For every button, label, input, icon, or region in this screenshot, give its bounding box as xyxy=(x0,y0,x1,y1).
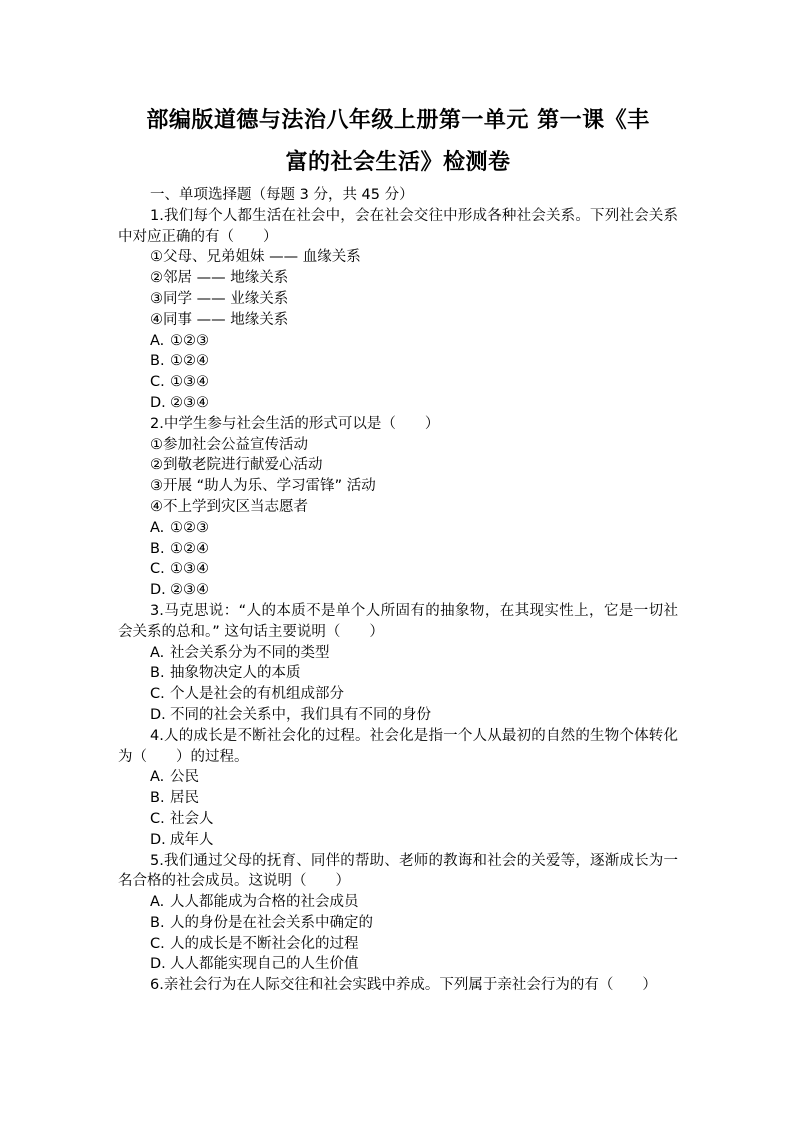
option-text: ②③④ xyxy=(170,582,209,599)
answer-option xyxy=(118,559,678,580)
answer-option xyxy=(118,331,678,352)
option-text: 人的身份是在社会关系中确定的 xyxy=(170,914,373,931)
answer-option xyxy=(118,580,678,601)
option-letter: D. xyxy=(150,394,166,411)
answer-option xyxy=(118,809,678,830)
answer-option xyxy=(118,372,678,393)
option-letter: D. xyxy=(150,582,166,599)
question-3 xyxy=(118,601,678,726)
option-text: 社会关系分为不同的类型 xyxy=(170,644,330,661)
answer-option xyxy=(118,539,678,560)
option-text: 个人是社会的有机组成部分 xyxy=(170,686,344,703)
option-text: 成年人 xyxy=(170,831,214,848)
question-1 xyxy=(118,206,678,414)
answer-option xyxy=(118,830,678,851)
option-letter: B. xyxy=(150,540,165,557)
question-6 xyxy=(118,975,678,996)
option-text: ①②④ xyxy=(170,353,209,370)
option-text: ①②③ xyxy=(170,519,209,536)
option-letter: A. xyxy=(150,894,165,911)
question-statement: ②到敬老院进行献爱心活动 xyxy=(150,457,323,474)
question-stem: 4.人的成长是不断社会化的过程。社会化是指一个人从最初的自然的生物个体转化为（ ）的过程。 xyxy=(118,727,678,765)
option-letter: A. xyxy=(150,519,165,536)
option-letter: C. xyxy=(150,935,165,952)
answer-option xyxy=(118,892,678,913)
answer-option xyxy=(118,705,678,726)
answer-option xyxy=(118,351,678,372)
option-letter: C. xyxy=(150,374,165,391)
option-text: 抽象物决定人的本质 xyxy=(170,665,301,682)
option-text: ①②④ xyxy=(170,540,209,557)
document-page xyxy=(118,100,678,996)
question-4 xyxy=(118,726,678,851)
answer-option xyxy=(118,518,678,539)
option-letter: C. xyxy=(150,686,165,703)
document-body xyxy=(118,185,678,996)
option-text: 人的成长是不断社会化的过程 xyxy=(170,935,359,952)
option-text: 人人都能成为合格的社会成员 xyxy=(170,894,359,911)
option-text: ①③④ xyxy=(170,561,209,578)
option-text: 人人都能实现自己的人生价值 xyxy=(170,956,359,973)
question-list xyxy=(118,206,678,996)
option-letter: B. xyxy=(150,353,165,370)
option-letter: D. xyxy=(150,956,166,973)
option-text: 居民 xyxy=(170,790,199,807)
answer-option xyxy=(118,393,678,414)
option-letter: A. xyxy=(150,332,165,349)
question-statement: ①参加社会公益宣传活动 xyxy=(150,436,308,453)
question-statement: ③同学 —— 业缘关系 xyxy=(150,290,289,307)
option-letter: B. xyxy=(150,790,165,807)
question-2 xyxy=(118,414,678,601)
question-stem: 2.中学生参与社会生活的形式可以是（ ） xyxy=(150,415,440,432)
question-statement: ④同事 —— 地缘关系 xyxy=(150,311,289,328)
question-statement: ①父母、兄弟姐妹 —— 血缘关系 xyxy=(150,249,361,266)
question-stem: 3.马克思说：“人的本质不是单个人所固有的抽象物，在其现实性上，它是一切社会关系的总和。” 这句话主要说明（ ） xyxy=(118,602,678,640)
question-statement: ④不上学到灾区当志愿者 xyxy=(150,498,308,515)
option-letter: B. xyxy=(150,914,165,931)
option-letter: D. xyxy=(150,706,166,723)
option-text: ①③④ xyxy=(170,374,209,391)
document-title-line2: 富的社会生活》检测卷 xyxy=(285,150,511,175)
option-letter: A. xyxy=(150,769,165,786)
answer-option xyxy=(118,663,678,684)
question-5 xyxy=(118,851,678,976)
answer-option xyxy=(118,913,678,934)
option-letter: C. xyxy=(150,561,165,578)
option-text: 公民 xyxy=(170,769,199,786)
answer-option xyxy=(118,788,678,809)
section-header: 一、单项选择题（每题 3 分，共 45 分） xyxy=(150,187,414,203)
answer-option xyxy=(118,643,678,664)
option-text: ①②③ xyxy=(170,332,209,349)
option-letter: A. xyxy=(150,644,165,661)
option-letter: D. xyxy=(150,831,166,848)
option-text: 社会人 xyxy=(170,810,214,827)
answer-option xyxy=(118,954,678,975)
option-letter: B. xyxy=(150,665,165,682)
option-letter: C. xyxy=(150,810,165,827)
question-stem: 6.亲社会行为在人际交往和社会实践中养成。下列属于亲社会行为的有（ ） xyxy=(150,977,657,994)
question-stem: 5.我们通过父母的抚育、同伴的帮助、老师的教诲和社会的关爱等，逐渐成长为一名合格的社会成员。这说明（ ） xyxy=(118,852,678,890)
option-text: 不同的社会关系中，我们具有不同的身份 xyxy=(170,706,431,723)
answer-option xyxy=(118,767,678,788)
option-text: ②③④ xyxy=(170,394,209,411)
document-title xyxy=(118,100,678,184)
question-statement: ②邻居 —— 地缘关系 xyxy=(150,270,289,287)
answer-option xyxy=(118,684,678,705)
answer-option xyxy=(118,934,678,955)
question-stem: 1.我们每个人都生活在社会中，会在社会交往中形成各种社会关系。下列社会关系中对应正确的有（ ） xyxy=(118,207,678,245)
document-title-line1: 部编版道德与法治八年级上册第一单元 第一课《丰 xyxy=(146,108,650,133)
question-statement: ③开展 “助人为乐、学习雷锋” 活动 xyxy=(150,478,376,495)
